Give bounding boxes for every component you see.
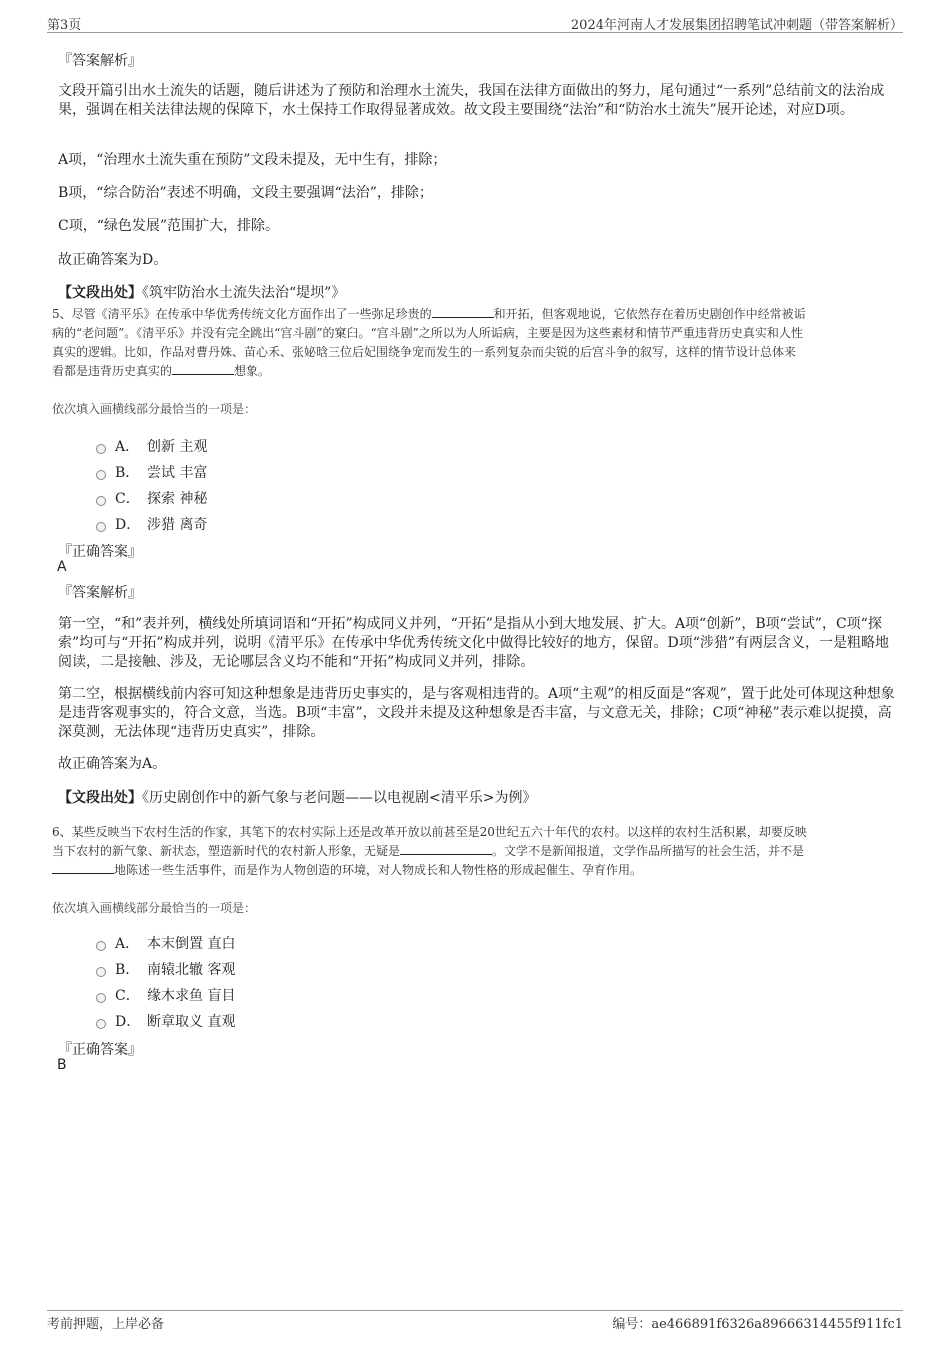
page-number: 第3页 (47, 18, 82, 33)
radio-icon[interactable] (96, 496, 106, 506)
q6-option-d-text: 断章取义 直观 (147, 1014, 236, 1030)
q5-analysis-p1: 第一空，“和”表并列，横线处所填词语和“开拓”构成同义并列，“开拓”是指从小到大地发展、扩大。A项“创新”，B项“尝试”，C项“探索”均可与“开拓”构成并列，说明《清平乐》在传承中华优秀传统文化中做得比较好的地方，保留。D项“涉猎”有两层含义，一是粗略地阅读，二是接触、涉及，无论哪层含义均不能和“开拓”构成同义并列，排除。 (58, 616, 890, 670)
q6-stem-line1: 6、某些反映当下农村生活的作家，其笔下的农村实际上还是改革开放以前甚至是20世纪五六十年代的农村。以这样的农村生活积累，却要反映 (52, 825, 807, 839)
q6-prompt: 依次填入画横线部分最恰当的一项是： (52, 901, 257, 915)
q6-option-c[interactable] (96, 985, 235, 1005)
q5-option-a-letter: A． (115, 439, 140, 455)
q5-option-c[interactable] (96, 488, 207, 508)
q5-analysis-p2: 第二空，根据横线前内容可知这种想象是违背历史事实的，是与客观相违背的。A项“主观”的相反面是“客观”，置于此处可体现这种想象是违背客观事实的，符合文意，当选。B项“丰富”，文段并未提及这种想象是否丰富，与文意无关，排除；C项“神秘”表示难以捉摸，高深莫测，无法体现“违背历史真实”，排除。 (58, 686, 895, 740)
q5-option-d-text: 涉猎 离奇 (147, 517, 208, 533)
q5-stem-line2: 病的“老问题”。《清平乐》并没有完全跳出“宫斗剧”的窠臼。“宫斗剧”之所以为人所诟病，主要是因为这些素材和情节严重违背历史真实和人性 (52, 326, 803, 340)
q5-stem (52, 305, 902, 381)
q5-analysis-title: 『答案解析』 (58, 585, 142, 601)
q5-stem-line4b: 想象。 (234, 364, 271, 378)
q4-option-c-explanation: C项，“绿色发展”范围扩大，排除。 (58, 218, 280, 234)
q6-option-b[interactable] (96, 959, 235, 979)
q6-option-c-text: 缘木求鱼 盲目 (147, 988, 236, 1004)
q6-answer: B (57, 1057, 67, 1073)
q5-source (58, 789, 536, 808)
q5-answer: A (57, 559, 67, 575)
q5-option-b-letter: B． (115, 465, 140, 481)
q5-option-b-text: 尝试 丰富 (147, 465, 208, 481)
q5-option-a-text: 创新 主观 (147, 439, 208, 455)
document-title: 2024年河南人才发展集团招聘笔试冲刺题（带答案解析） (570, 18, 903, 33)
q5-stem-line1a: 5、尽管《清平乐》在传承中华优秀传统文化方面作出了一些弥足珍贵的 (52, 307, 432, 321)
q4-analysis-paragraph: 文段开篇引出水土流失的话题，随后讲述为了预防和治理水土流失，我国在法律方面做出的努力，尾句通过“一系列”总结前文的法治成果，强调在相关法律法规的保障下，水土保持工作取得显著成效。故文段主要围绕“法治”和“防治水土流失”展开论述，对应D项。 (58, 83, 885, 118)
q6-option-c-letter: C． (115, 988, 140, 1004)
q5-option-d[interactable] (96, 514, 207, 534)
q4-option-b-explanation: B项，“综合防治”表述不明确，文段主要强调“法治”，排除； (58, 185, 433, 201)
q6-answer-title: 『正确答案』 (58, 1042, 142, 1058)
radio-icon[interactable] (96, 941, 106, 951)
q6-option-d-letter: D． (115, 1014, 141, 1030)
q5-option-c-letter: C． (115, 491, 140, 507)
q5-stem-line1b: 和开拓，但客观地说，它依然存在着历史剧创作中经常被诟 (493, 307, 806, 321)
q6-option-a[interactable] (96, 933, 235, 953)
q5-option-b[interactable] (96, 462, 207, 482)
q6-blank-2 (52, 862, 114, 874)
q6-option-b-letter: B． (115, 962, 140, 978)
radio-icon[interactable] (96, 522, 106, 532)
q5-prompt: 依次填入画横线部分最恰当的一项是： (52, 402, 257, 416)
q6-option-d[interactable] (96, 1011, 235, 1031)
q5-conclusion: 故正确答案为A。 (58, 756, 167, 772)
footer-serial-number: 编号：ae466891f6326a89666314455f911fc1 (612, 1317, 903, 1332)
q4-source-text: 《筑牢防治水土流失法治“堤坝”》 (142, 285, 346, 301)
q6-stem (52, 823, 902, 880)
q5-answer-title: 『正确答案』 (58, 544, 142, 560)
q4-option-a-explanation: A项，“治理水土流失重在预防”文段未提及，无中生有，排除； (58, 152, 447, 168)
radio-icon[interactable] (96, 967, 106, 977)
q6-option-a-letter: A． (115, 936, 140, 952)
radio-icon[interactable] (96, 1019, 106, 1029)
q4-conclusion: 故正确答案为D。 (58, 252, 168, 268)
q6-stem-line3: 地陈述一些生活事件，而是作为人物创造的环境，对人物成长和人物性格的形成起催生、孕育作用。 (114, 863, 643, 877)
q5-option-d-letter: D． (115, 517, 141, 533)
q4-analysis-title: 『答案解析』 (58, 53, 142, 69)
q5-source-text: 《历史剧创作中的新气象与老问题——以电视剧<清平乐>为例》 (142, 790, 537, 806)
footer-divider (47, 1310, 903, 1311)
footer-slogan: 考前押题，上岸必备 (47, 1317, 165, 1332)
q5-blank-1 (432, 306, 494, 318)
header-divider (47, 32, 903, 33)
q4-source (58, 284, 345, 303)
q5-stem-line4a: 看都是违背历史真实的 (52, 364, 173, 378)
q5-source-label: 【文段出处】 (58, 790, 142, 806)
q6-option-b-text: 南辕北辙 客观 (147, 962, 236, 978)
q6-stem-line2a: 当下农村的新气象、新状态，塑造新时代的农村新人形象，无疑是 (52, 844, 401, 858)
q6-option-a-text: 本末倒置 直白 (147, 936, 236, 952)
q6-stem-line2b: 。文学不是新闻报道，文学作品所描写的社会生活，并不是 (492, 844, 805, 858)
q4-source-label: 【文段出处】 (58, 285, 142, 301)
radio-icon[interactable] (96, 470, 106, 480)
q5-option-c-text: 探索 神秘 (147, 491, 208, 507)
q5-option-a[interactable] (96, 436, 207, 456)
q5-blank-2 (172, 363, 234, 375)
radio-icon[interactable] (96, 444, 106, 454)
q6-blank-1 (400, 843, 492, 855)
radio-icon[interactable] (96, 993, 106, 1003)
q5-stem-line3: 真实的逻辑。比如，作品对曹丹姝、苗心禾、张妼晗三位后妃围绕争宠而发生的一系列复杂而尖锐的后宫斗争的叙写，这样的情节设计总体来 (52, 345, 797, 359)
